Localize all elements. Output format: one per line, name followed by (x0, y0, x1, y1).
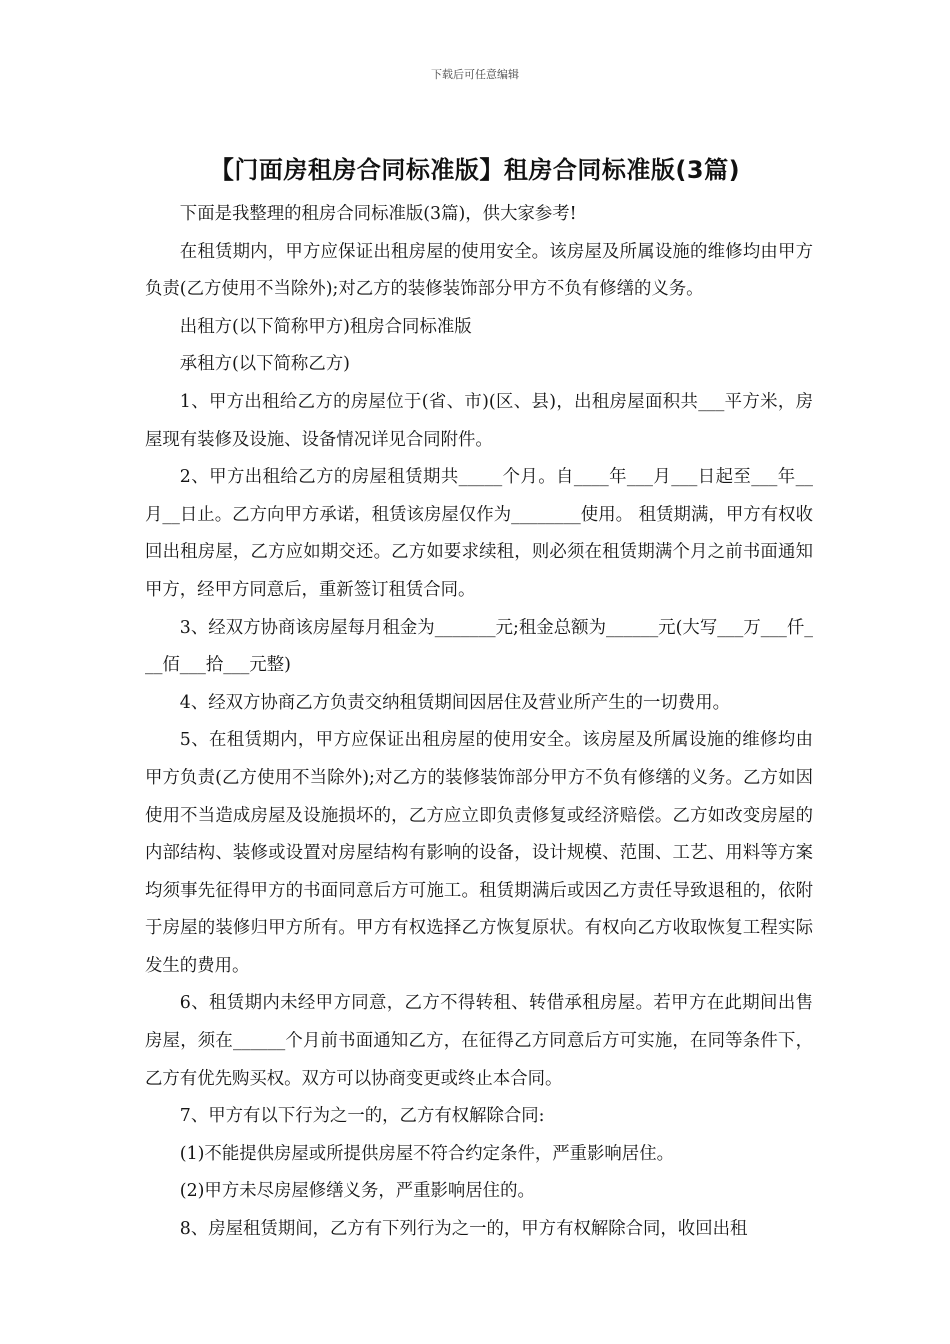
paragraph-clause-7-item-1: (1)不能提供房屋或所提供房屋不符合约定条件，严重影响居住。 (179, 1143, 674, 1164)
paragraph-lessor: 出租方(以下简称甲方)租房合同标准版 (179, 316, 472, 337)
paragraph-clause-5: 5、在租赁期内，甲方应保证出租房屋的使用安全。该房屋及所属设施的维修均由甲方负责(乙方使用不当除外);对乙方的装修装饰部分甲方不负有修缮的义务。乙方如因使用不当造成房屋及设施损坏的，乙方应立即负责修复或经济赔偿。乙方如改变房屋的内部结构、装修或设置对房屋结构有影响的设备，设计规模、范围、工艺、用料等方案均须事先征得甲方的书面同意后方可施工。租赁期满后或因乙方责任导致退租的，依附于房屋的装修归甲方所有。甲方有权选择乙方恢复原状。有权向乙方收取恢复工程实际发生的费用。 (145, 730, 813, 976)
paragraph-lessee: 承租方(以下简称乙方) (179, 354, 350, 375)
paragraph-clause-6: 6、租赁期内未经甲方同意，乙方不得转租、转借承租房屋。若甲方在此期间出售房屋，须在______个月前书面通知乙方，在征得乙方同意后方可实施，在同等条件下，乙方有优先购买权。双方可以协商变更或终止本合同。 (145, 993, 813, 1089)
paragraph-clause-2: 2、甲方出租给乙方的房屋租赁期共_____个月。自____年___月___日起至___年__月__日止。乙方向甲方承诺，租赁该房屋仅作为________使用。 租赁期满，甲方有权收回出租房屋，乙方应如期交还。乙方如要求续租，则必须在租赁期满个月之前书面通知甲方，经甲方同意后，重新签订租赁合同。 (145, 467, 813, 600)
paragraph-clause-1: 1、甲方出租给乙方的房屋位于(省、市)(区、县)，出租房屋面积共___平方米，房屋现有装修及设施、设备情况详见合同附件。 (145, 391, 813, 450)
paragraph-clause-7: 7、甲方有以下行为之一的，乙方有权解除合同: (179, 1106, 545, 1127)
document-body (145, 196, 813, 1249)
paragraph-summary: 在租赁期内，甲方应保证出租房屋的使用安全。该房屋及所属设施的维修均由甲方负责(乙方使用不当除外);对乙方的装修装饰部分甲方不负有修缮的义务。 (145, 241, 813, 300)
paragraph-clause-7-item-2: (2)甲方未尽房屋修缮义务，严重影响居住的。 (179, 1181, 535, 1202)
paragraph-clause-8: 8、房屋租赁期间，乙方有下列行为之一的，甲方有权解除合同，收回出租 (179, 1219, 748, 1240)
paragraph-clause-4: 4、经双方协商乙方负责交纳租赁期间因居住及营业所产生的一切费用。 (179, 692, 730, 713)
paragraph-intro: 下面是我整理的租房合同标准版(3篇)，供大家参考! (179, 204, 577, 224)
document-title: 【门面房租房合同标准版】租房合同标准版(3篇) (209, 156, 741, 184)
paragraph-clause-3: 3、经双方协商该房屋每月租金为_______元;租金总额为______元(大写___万___仟___佰___拾___元整) (145, 617, 813, 676)
header-note: 下载后可任意编辑 (431, 68, 519, 81)
